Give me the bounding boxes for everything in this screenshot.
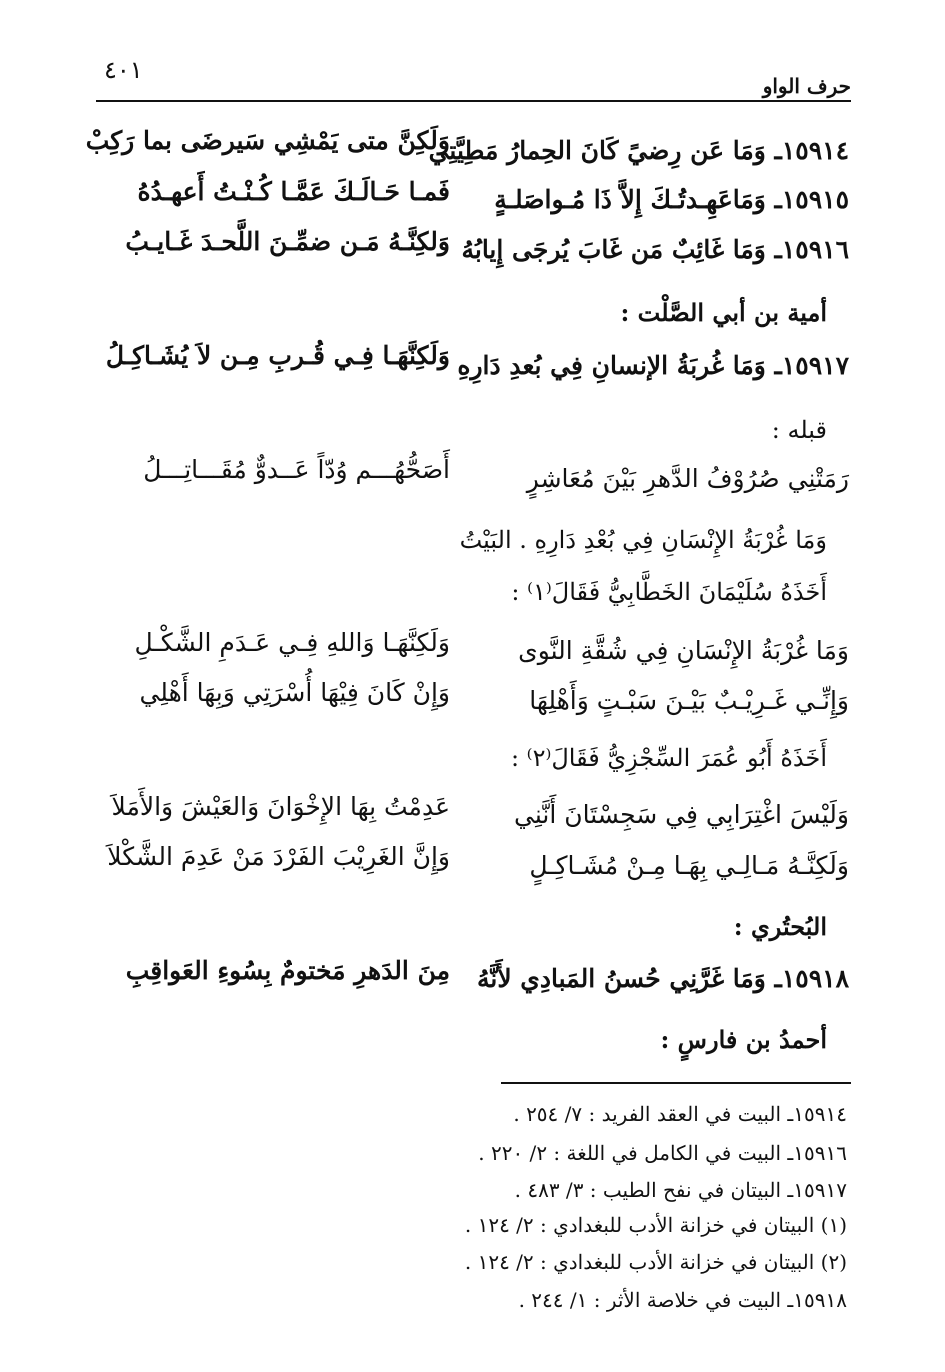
footnote-15917: ١٥٩١٧ـ البيتان في نفح الطيب : ٣/ ٤٨٣ . (514, 1178, 847, 1202)
khattabi-verse-1-second-hemistich: وَلَكِنَّهَـا وَاللهِ فِـي عَـدَمِ الشَّكْـلِ (134, 628, 450, 657)
poet-heading-ibn-faris: أحمدُ بن فارسٍ : (660, 1025, 827, 1054)
header-rule (96, 100, 851, 102)
verse-15916-second-hemistich: وَلكِنَّـهُ مَـن ضمِّـنَ اللَّحـدَ غَـايـبُ (125, 227, 450, 256)
note-khattabi: أَخَذَهُ سُلَيْمَانَ الخَطَّابِيُّ فَقَالَ⁽١⁾ : (511, 578, 827, 606)
verse-15918-second-hemistich: مِنَ الدَهرِ مَختومٌ بِسُوءِ العَواقِبِ (125, 956, 450, 985)
verse-15917-second-hemistich: وَلَكِنَّهَـا فِـي قُـربِ مِـن لاَ يُشَـاكِـلُ (105, 341, 450, 370)
note-qablahu: قبله : (771, 416, 827, 444)
footnote-rule (501, 1082, 851, 1084)
preceding-verse-second-hemistich: أَصَحُّهُـــم وُدّاً عَــدوٌّ مُقَـــاتِـــلُ (143, 455, 450, 484)
khattabi-verse-1-first-hemistich: وَمَا غُرْبَةُ الإِنْسَانِ فِي شُقَّةِ النَّوى (518, 636, 849, 665)
page-header (96, 56, 851, 96)
verse-15916-first-hemistich: ١٥٩١٦ـ وَمَا غَائِبٌ مَن غَابَ يُرجَى إِيابُهُ (461, 235, 849, 264)
footnote-15916: ١٥٩١٦ـ البيت في الكامل في اللغة : ٢/ ٢٢٠ . (478, 1141, 847, 1165)
verse-15915-second-hemistich: فَمـا حَـالَـكَ عَمَّـا كُـنْـتُ أَعهـدُهُ (137, 177, 450, 206)
preceding-verse-first-hemistich: رَمَتْنِي صُرُوْفُ الدَّهرِ بَيْنَ مُعَاشِرٍ (526, 464, 849, 493)
poet-heading-umayya: أمية بن أبي الصَّلْت : (620, 298, 827, 327)
verse-15917-first-hemistich: ١٥٩١٧ـ وَمَا غُربَةُ الإنسانِ فِي بُعدِ دَارِهِ (457, 351, 849, 380)
footnote-15918: ١٥٩١٨ـ البيت في خلاصة الأثر : ١/ ٢٤٤ . (518, 1288, 847, 1312)
footnote-1: (١) البيتان في خزانة الأدب للبغدادي : ٢/ ١٢٤ . (464, 1213, 847, 1237)
khattabi-verse-2-first-hemistich: وَإِنِّـي غَـرِيْـبٌ بَيْـنَ سَبْـتٍ وَأَهْلِهَا (529, 686, 849, 715)
poet-heading-buhturi: البُحتُري : (733, 912, 827, 941)
sijzi-verse-2-second-hemistich: وَإِنَّ الغَرِيْبَ الفَرْدَ مَنْ عَدِمَ الشَّكْلاَ (107, 842, 450, 871)
sijzi-verse-2-first-hemistich: وَلَكِنَّـهُ مَـالِـي بِهَـا مِـنْ مُشَـاكِـلٍ (529, 851, 849, 880)
verse-15914-first-hemistich: ١٥٩١٤ـ وَمَا عَن رِضيً كَانَ الحِمارُ مَطِيَّتِي (428, 136, 849, 165)
footnote-15914: ١٥٩١٤ـ البيت في العقد الفريد : ٧/ ٢٥٤ . (513, 1102, 847, 1126)
note-sijzi: أَخَذَهُ أَبُو عُمَرَ السِّجْزِيُّ فَقَالَ⁽٢⁾ : (510, 744, 827, 772)
khattabi-verse-2-second-hemistich: وَإِنْ كَانَ فِيْهَا أُسْرَتِي وَبِهَا أَهْلِي (139, 678, 450, 707)
sijzi-verse-1-first-hemistich: وَلَيْسَ اغْتِرَابِي فِي سَجِسْتَانَ أَنَّنِي (514, 800, 849, 829)
verse-15915-first-hemistich: ١٥٩١٥ـ وَمَاعَهِـدتُـكَ إِلاَّ ذَا مُـواصَلـةٍ (494, 185, 849, 214)
section-title: حرف الواو (762, 74, 851, 98)
verse-15914-second-hemistich: وَلَكِنَّ متى يَمْشِي سَيرضَى بما رَكِبْ (85, 126, 450, 155)
page-number: ٤٠١ (104, 56, 143, 84)
note-bayt-repeat: وَمَا غُرْبَةُ الإِنْسَانِ فِي بُعْدِ دَارِهِ . البَيْتُ (459, 526, 827, 554)
footnote-2: (٢) البيتان في خزانة الأدب للبغدادي : ٢/ ١٢٤ . (464, 1250, 847, 1274)
sijzi-verse-1-second-hemistich: عَدِمْتُ بِهَا الإِخْوَانَ وَالعَيْشَ وَالأَمَلاَ (111, 792, 450, 821)
verse-15918-first-hemistich: ١٥٩١٨ـ وَمَا غَرَّنِي حُسنُ المَبادِي لأَنَّهُ (476, 964, 849, 993)
